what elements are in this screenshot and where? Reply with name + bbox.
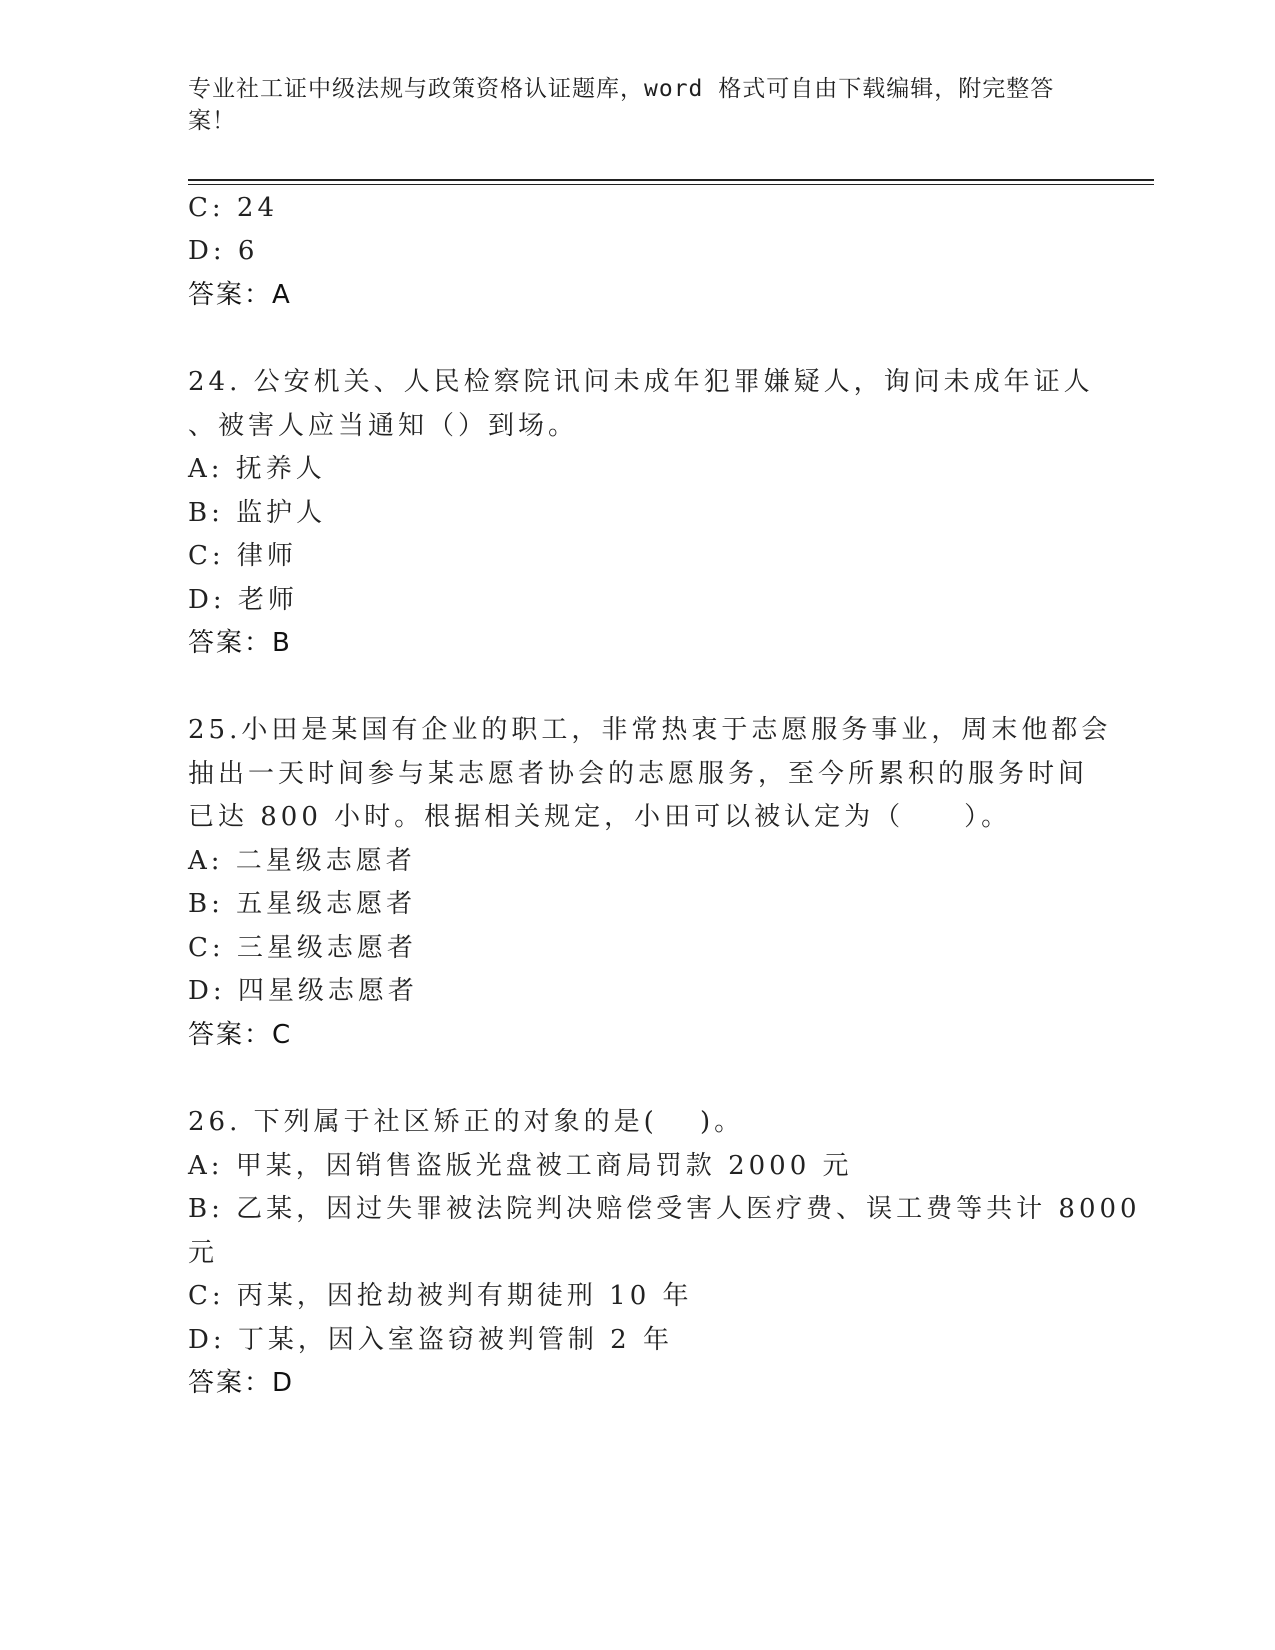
q26-option-b-line-1: B: 乙某，因过失罪被法院判决赔偿受害人医疗费、误工费等共计 8000 [188,1194,1141,1224]
document-header: 专业社工证中级法规与政策资格认证题库，word 格式可自由下载编辑，附完整答案！ [188,76,1055,134]
q25-option-a: A: 二星级志愿者 [188,846,416,876]
q25-stem-line-3: 已达 800 小时。根据相关规定，小田可以被认定为（ ）。 [188,802,1012,832]
q26-option-c: C: 丙某，因抢劫被判有期徒刑 10 年 [188,1281,693,1311]
q25-option-d: D: 四星级志愿者 [188,976,418,1006]
q25-stem-line-2: 抽出一天时间参与某志愿者协会的志愿服务，至今所累积的服务时间 [188,759,1089,789]
q23-option-c: C: 24 [188,193,279,223]
q24-option-a: A: 抚养人 [188,454,326,484]
q24-option-d: D: 老师 [188,585,298,615]
q25-answer: 答案：C [188,1020,293,1050]
q25-option-b: B: 五星级志愿者 [188,889,417,919]
q25-stem-line-1: 25.小田是某国有企业的职工，非常热衷于志愿服务事业，周末他都会 [188,715,1112,745]
q24-stem-line-2: 、被害人应当通知（）到场。 [188,411,579,441]
q26-option-d: D: 丁某，因入室盗窃被判管制 2 年 [188,1325,673,1355]
header-rule-thick [188,179,1154,181]
q25-option-c: C: 三星级志愿者 [188,933,417,963]
header-rule-thin [188,184,1154,185]
q23-option-d: D: 6 [188,236,259,266]
q24-answer: 答案：B [188,628,292,658]
q24-option-b: B: 监护人 [188,498,327,528]
q24-stem-line-1: 24. 公安机关、人民检察院讯问未成年犯罪嫌疑人，询问未成年证人 [188,367,1094,397]
q24-option-c: C: 律师 [188,541,297,571]
q26-option-b-line-2: 元 [188,1238,219,1268]
q26-option-a: A: 甲某，因销售盗版光盘被工商局罚款 2000 元 [188,1151,853,1181]
q26-stem-line-1: 26. 下列属于社区矫正的对象的是( )。 [188,1107,745,1137]
q23-answer: 答案：A [188,280,292,310]
q26-answer: 答案：D [188,1368,295,1398]
